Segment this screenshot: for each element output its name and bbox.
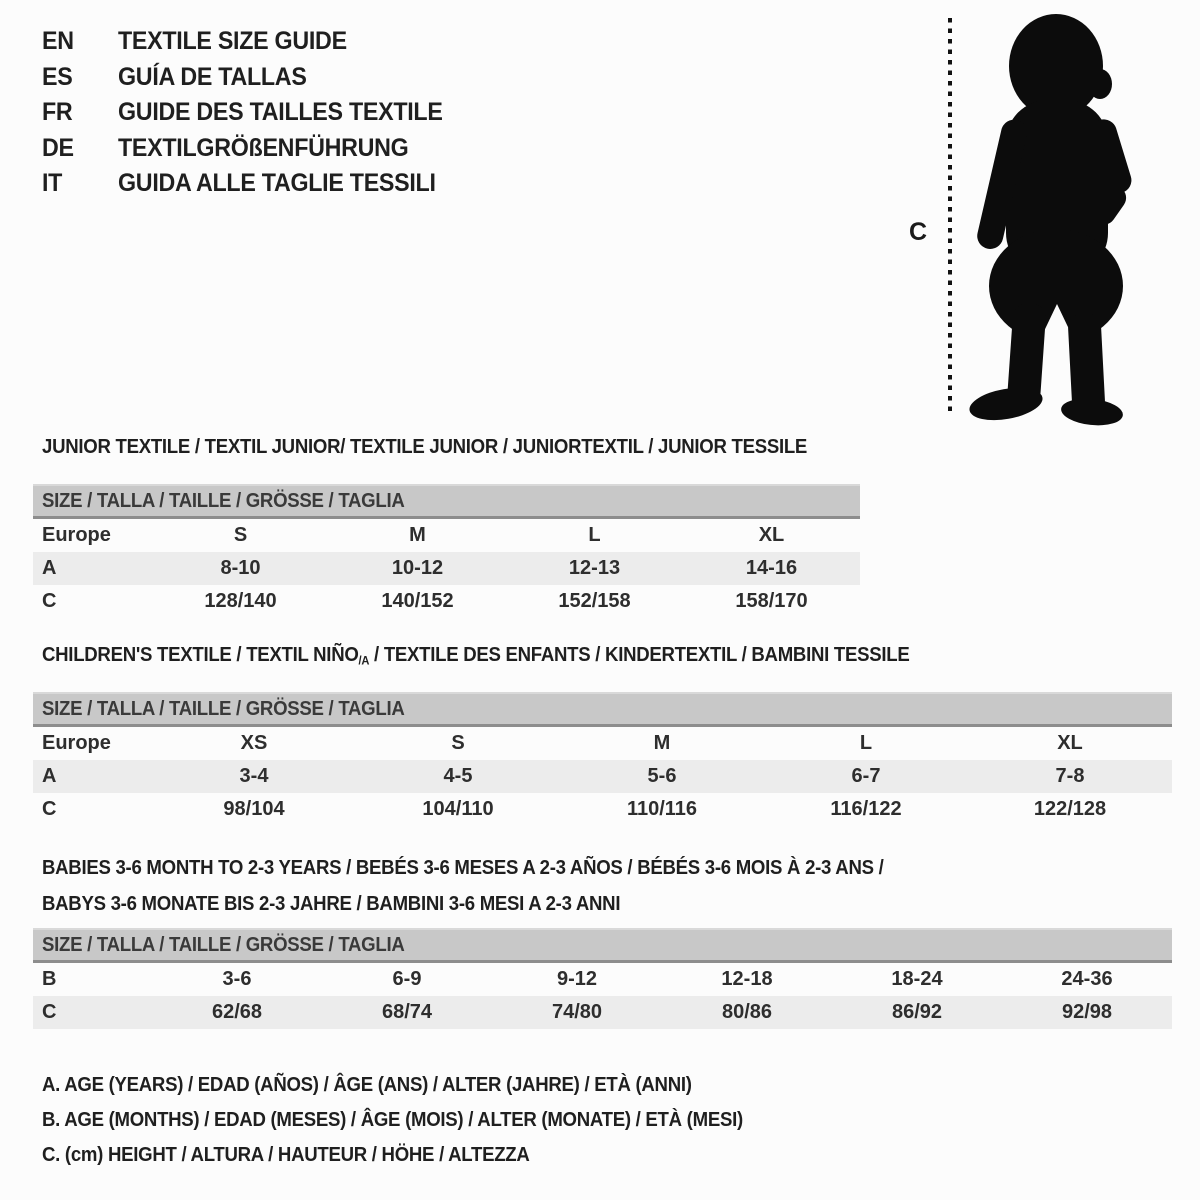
- height-measure-label: C: [909, 218, 928, 246]
- row-label: A: [42, 765, 57, 787]
- guide-title-en: TEXTILE SIZE GUIDE: [118, 27, 347, 55]
- footnote-age-months: B. AGE (MONTHS) / EDAD (MESES) / ÂGE (MOIS) / ALTER (MONATE) / ETÀ (MESI): [42, 1109, 743, 1131]
- size-cell: XL: [758, 524, 785, 546]
- toddler-silhouette-graphic: [893, 4, 1185, 428]
- height-cell: 110/116: [626, 798, 698, 820]
- age-cell: 8-10: [220, 557, 261, 579]
- language-row-es: [42, 60, 467, 96]
- age-cell: 12-13: [568, 557, 621, 579]
- junior-size-table: [33, 484, 860, 618]
- height-cell: 116/122: [830, 798, 902, 820]
- size-cell: M: [409, 524, 426, 546]
- size-header-row: SIZE / TALLA / TAILLE / GRÖSSE / TAGLIA: [33, 692, 1172, 727]
- size-cell: L: [859, 732, 873, 754]
- table-row-age-months: [33, 963, 1172, 996]
- size-header-row: SIZE / TALLA / TAILLE / GRÖSSE / TAGLIA: [33, 484, 860, 519]
- table-row-europe: [33, 519, 860, 552]
- height-cell: 128/140: [204, 590, 277, 612]
- language-title-list: [42, 24, 467, 202]
- height-cell: 62/68: [211, 1001, 263, 1023]
- row-label: C: [42, 1001, 57, 1023]
- size-cell: L: [588, 524, 601, 546]
- row-label: Europe: [42, 524, 111, 546]
- age-cell: 7-8: [1055, 765, 1085, 787]
- age-cell: 18-24: [891, 968, 943, 990]
- age-cell: 12-18: [721, 968, 773, 990]
- table-row-height: [33, 585, 860, 618]
- size-cell: XL: [1057, 732, 1083, 754]
- language-code: ES: [42, 62, 73, 91]
- height-cell: 98/104: [223, 798, 285, 820]
- row-label: A: [42, 557, 57, 579]
- guide-title-it: GUIDA ALLE TAGLIE TESSILI: [118, 169, 436, 197]
- age-cell: 9-12: [556, 968, 598, 990]
- size-cell: M: [653, 732, 671, 754]
- size-cell: XS: [240, 732, 268, 754]
- age-cell: 6-7: [851, 765, 881, 787]
- row-label: C: [42, 798, 57, 820]
- guide-title-es: GUÍA DE TALLAS: [118, 62, 307, 91]
- age-cell: 4-5: [443, 765, 473, 787]
- age-cell: 14-16: [745, 557, 798, 579]
- height-cell: 80/86: [721, 1001, 773, 1023]
- table-row-age-years: [33, 760, 1172, 793]
- language-code: DE: [42, 133, 74, 162]
- age-cell: 3-4: [239, 765, 269, 787]
- table-row-age-years: [33, 552, 860, 585]
- age-cell: 3-6: [222, 968, 252, 990]
- guide-title-de: TEXTILGRÖßENFÜHRUNG: [118, 133, 409, 162]
- footnote-legend: [42, 1068, 796, 1173]
- table-row-europe: [33, 727, 1172, 760]
- height-cell: 158/170: [735, 590, 808, 612]
- language-row-de: [42, 131, 467, 167]
- title-subscript: /A: [358, 653, 370, 668]
- height-cell: 104/110: [422, 798, 494, 820]
- section-title-babies: BABIES 3-6 MONTH TO 2-3 YEARS / BEBÉS 3-6 MESES A 2-3 AÑOS / BÉBÉS 3-6 MOIS À 2-3 ANS / BABYS 3-6 MONATE BIS 2-3 JAHRE / BAMBINI 3-6 MESI A 2-3 ANNI: [42, 857, 884, 915]
- size-cell: S: [233, 524, 248, 546]
- table-row-height: [33, 996, 1172, 1029]
- age-cell: 6-9: [392, 968, 422, 990]
- height-cell: 140/152: [381, 590, 454, 612]
- height-cell: 86/92: [891, 1001, 943, 1023]
- footnote-height-cm: C. (cm) HEIGHT / ALTURA / HAUTEUR / HÖHE / ALTEZZA: [42, 1144, 530, 1166]
- language-row-fr: [42, 95, 467, 131]
- size-cell: S: [451, 732, 465, 754]
- row-label: Europe: [42, 732, 111, 754]
- toddler-silhouette-icon: [967, 14, 1135, 428]
- section-title-children: CHILDREN'S TEXTILE / TEXTIL $NIÑO_{/A}$ / TEXTILE DES ENFANTS / KINDERTEXTIL / BAMBINI TESSILE: [42, 644, 910, 668]
- language-code: FR: [42, 98, 73, 126]
- age-cell: 10-12: [391, 557, 444, 579]
- height-cell: 152/158: [558, 590, 631, 612]
- guide-title-fr: GUIDE DES TAILLES TEXTILE: [118, 98, 443, 126]
- language-row-en: [42, 24, 467, 60]
- age-cell: 24-36: [1061, 968, 1113, 990]
- language-code: IT: [42, 169, 63, 197]
- language-code: EN: [42, 27, 74, 55]
- height-cell: 122/128: [1033, 798, 1107, 820]
- language-row-it: [42, 166, 467, 202]
- table-row-height: [33, 793, 1172, 826]
- height-cell: 68/74: [381, 1001, 433, 1023]
- footnote-age-years: A. AGE (YEARS) / EDAD (AÑOS) / ÂGE (ANS) / ALTER (JAHRE) / ETÀ (ANNI): [42, 1074, 692, 1096]
- height-cell: 74/80: [551, 1001, 603, 1023]
- height-figure: [893, 4, 1185, 428]
- size-header-row: SIZE / TALLA / TAILLE / GRÖSSE / TAGLIA: [33, 928, 1172, 963]
- section-title-junior: JUNIOR TEXTILE / TEXTIL JUNIOR/ TEXTILE JUNIOR / JUNIORTEXTIL / JUNIOR TESSILE: [42, 436, 808, 458]
- row-label: C: [42, 590, 57, 612]
- height-cell: 92/98: [1061, 1001, 1113, 1023]
- babies-size-table: [33, 928, 1172, 1029]
- age-cell: 5-6: [647, 765, 677, 787]
- children-size-table: [33, 692, 1172, 826]
- row-label: B: [42, 968, 57, 990]
